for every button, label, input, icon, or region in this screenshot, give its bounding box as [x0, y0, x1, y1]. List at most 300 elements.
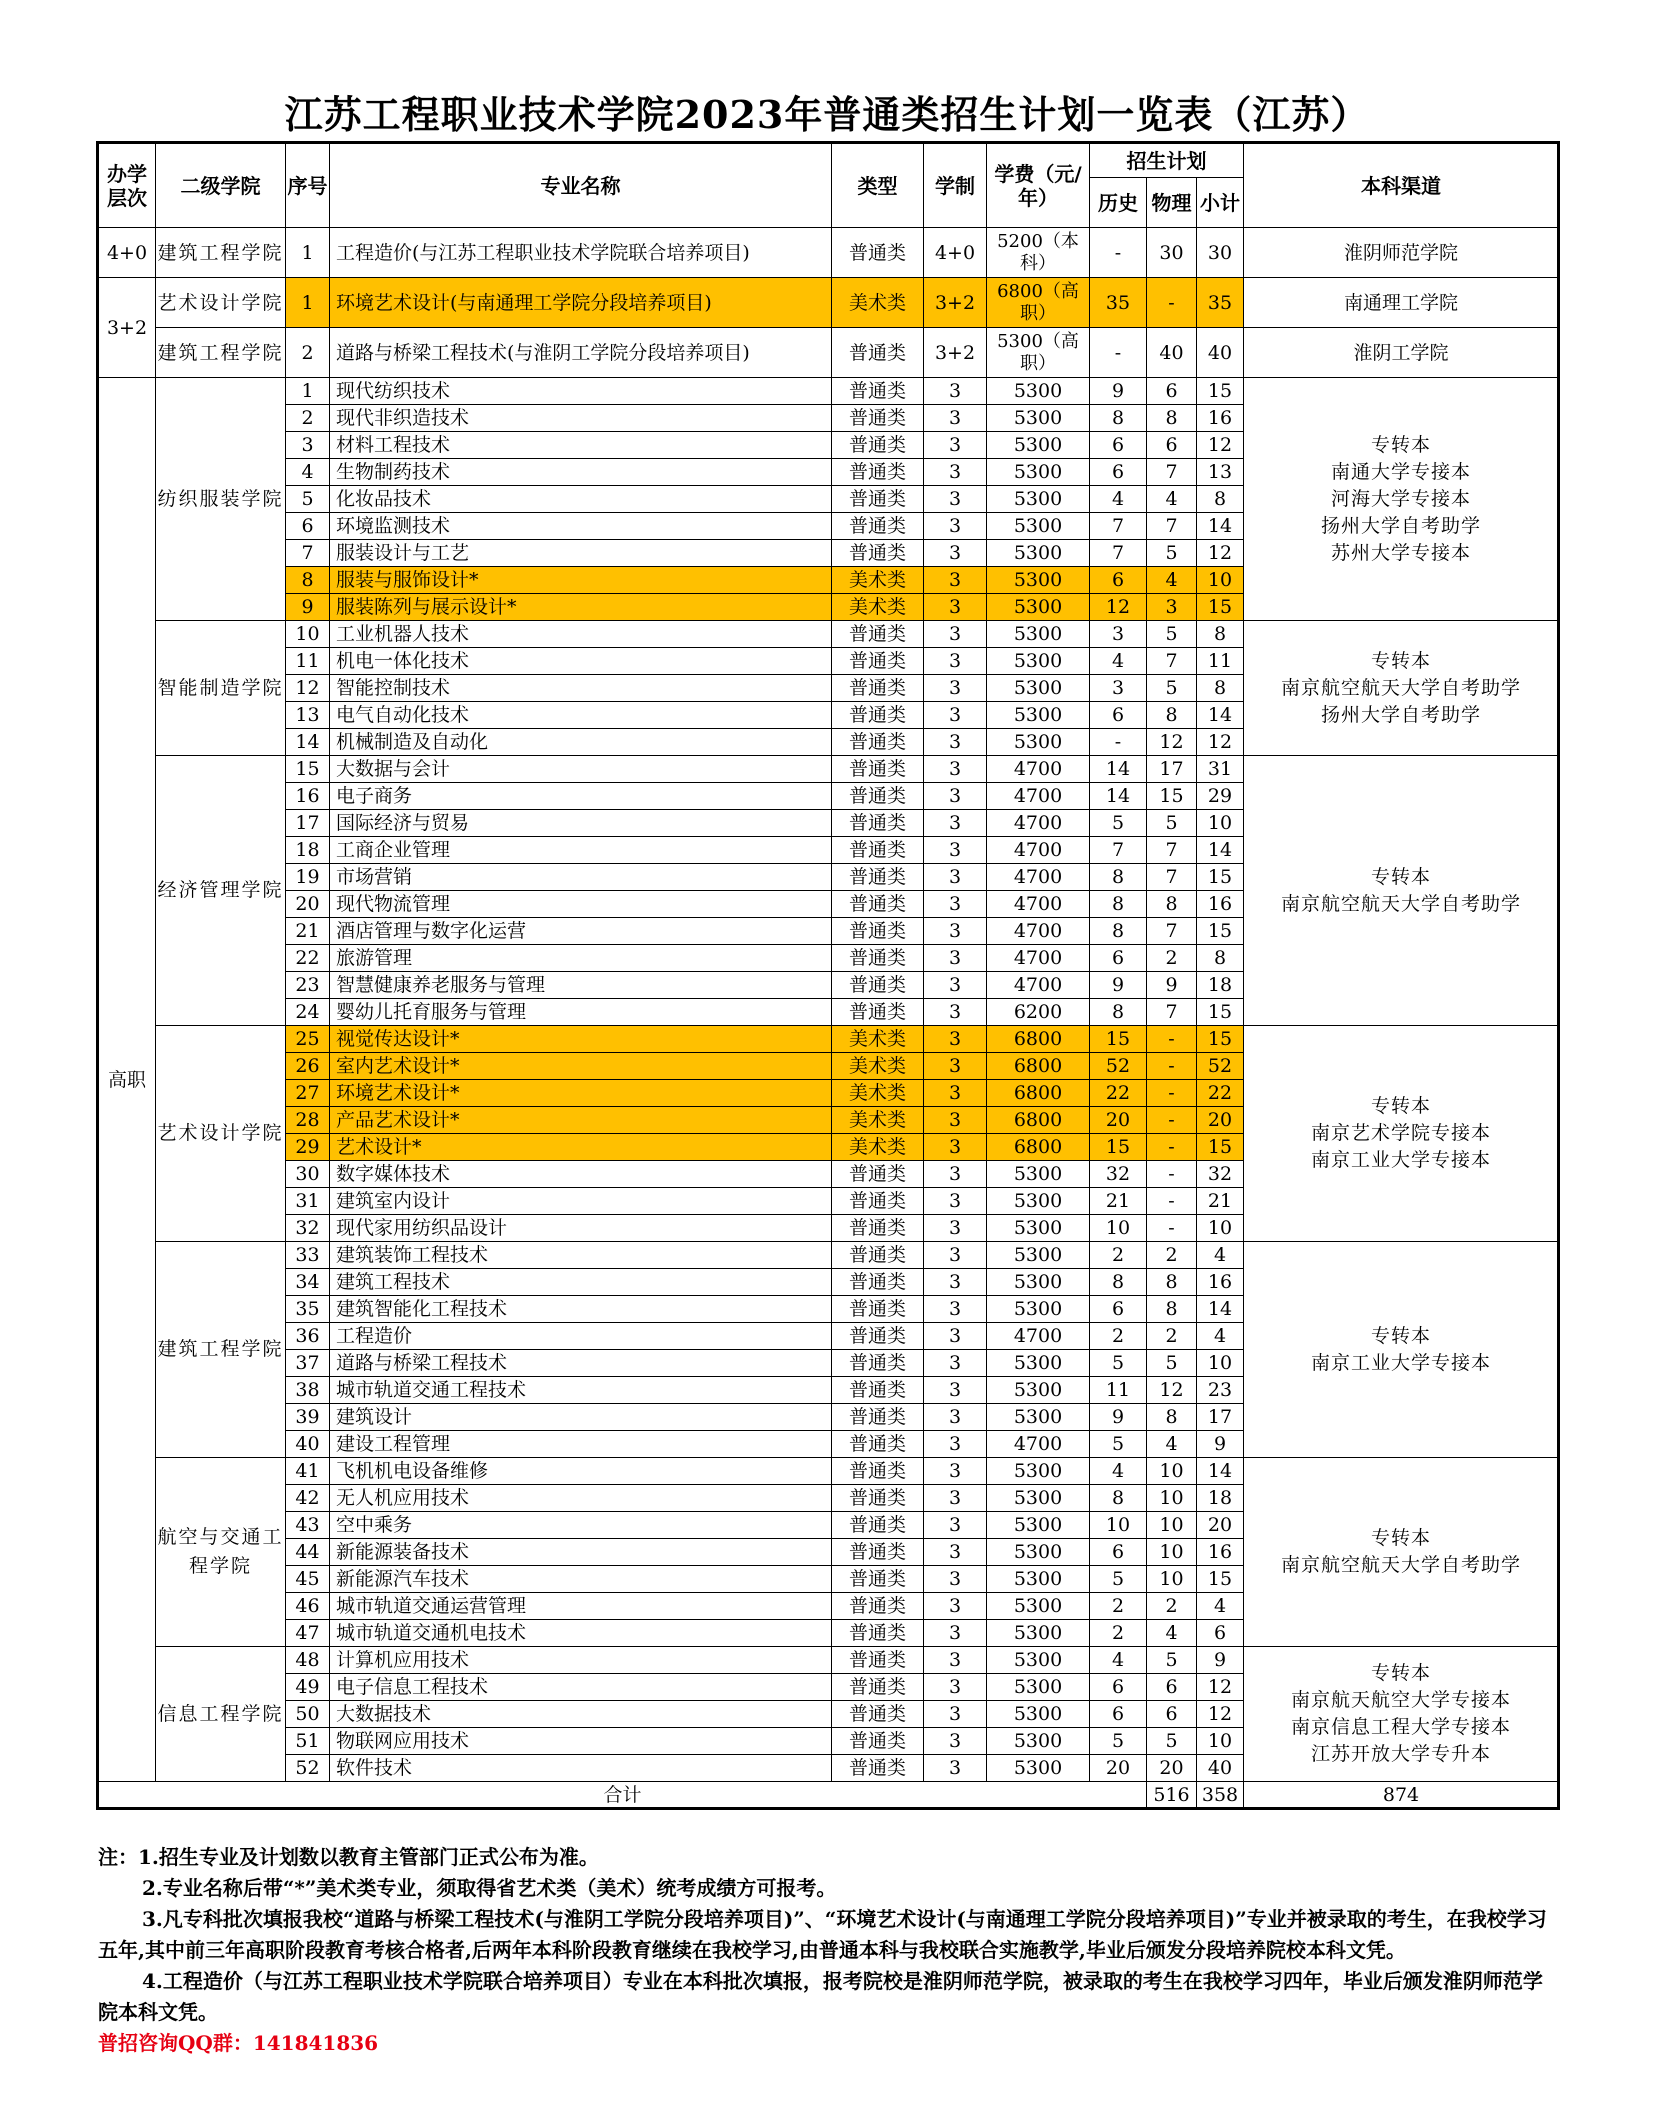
physics-cell: 9	[1147, 972, 1197, 999]
table-row	[98, 378, 1559, 405]
college-cell: 经济管理学院	[156, 756, 286, 1026]
type-cell: 普通类	[832, 648, 924, 675]
history-cell: 5	[1090, 810, 1147, 837]
major-cell: 国际经济与贸易	[330, 810, 832, 837]
physics-cell: 4	[1147, 567, 1197, 594]
physics-cell: 12	[1147, 729, 1197, 756]
history-cell: -	[1090, 328, 1147, 378]
years-cell: 3	[924, 594, 987, 621]
subtotal-cell: 16	[1197, 891, 1244, 918]
type-cell: 美术类	[832, 567, 924, 594]
seq-cell: 15	[286, 756, 330, 783]
seq-cell: 28	[286, 1107, 330, 1134]
fee-cell: 6800	[987, 1080, 1090, 1107]
fee-cell: 5300	[987, 567, 1090, 594]
seq-cell: 27	[286, 1080, 330, 1107]
fee-cell: 5300	[987, 1566, 1090, 1593]
subtotal-cell: 31	[1197, 756, 1244, 783]
physics-cell: 7	[1147, 837, 1197, 864]
college-cell: 艺术设计学院	[156, 1026, 286, 1242]
history-cell: 7	[1090, 513, 1147, 540]
type-cell: 普通类	[832, 783, 924, 810]
fee-cell: 5300	[987, 1728, 1090, 1755]
type-cell: 普通类	[832, 1269, 924, 1296]
level-cell: 4+0	[98, 228, 156, 278]
type-cell: 普通类	[832, 1404, 924, 1431]
years-cell: 3	[924, 1269, 987, 1296]
major-cell: 化妆品技术	[330, 486, 832, 513]
history-cell: 5	[1090, 1350, 1147, 1377]
physics-cell: -	[1147, 1134, 1197, 1161]
type-cell: 普通类	[832, 459, 924, 486]
major-cell: 大数据技术	[330, 1701, 832, 1728]
type-cell: 普通类	[832, 513, 924, 540]
physics-cell: 7	[1147, 999, 1197, 1026]
physics-cell: 2	[1147, 1323, 1197, 1350]
fee-cell: 5300	[987, 405, 1090, 432]
seq-cell: 44	[286, 1539, 330, 1566]
history-cell: 5	[1090, 1728, 1147, 1755]
physics-cell: 12	[1147, 1377, 1197, 1404]
type-cell: 普通类	[832, 918, 924, 945]
years-cell: 3	[924, 567, 987, 594]
type-cell: 普通类	[832, 432, 924, 459]
years-cell: 3	[924, 1080, 987, 1107]
subtotal-cell: 14	[1197, 837, 1244, 864]
years-cell: 3	[924, 486, 987, 513]
major-cell: 城市轨道交通运营管理	[330, 1593, 832, 1620]
years-cell: 3	[924, 405, 987, 432]
physics-cell: 10	[1147, 1566, 1197, 1593]
type-cell: 普通类	[832, 1512, 924, 1539]
type-cell: 普通类	[832, 1539, 924, 1566]
subtotal-cell: 29	[1197, 783, 1244, 810]
enrollment-plan-table	[96, 141, 1560, 1810]
type-cell: 普通类	[832, 540, 924, 567]
years-cell: 3	[924, 513, 987, 540]
subtotal-cell: 12	[1197, 540, 1244, 567]
physics-cell: 2	[1147, 1242, 1197, 1269]
type-cell: 普通类	[832, 1674, 924, 1701]
major-cell: 新能源汽车技术	[330, 1566, 832, 1593]
fee-cell: 5300	[987, 378, 1090, 405]
history-cell: 7	[1090, 540, 1147, 567]
subtotal-cell: 12	[1197, 432, 1244, 459]
type-cell: 普通类	[832, 702, 924, 729]
history-cell: 6	[1090, 1539, 1147, 1566]
total-physics: 358	[1197, 1782, 1244, 1809]
physics-cell: 10	[1147, 1512, 1197, 1539]
physics-cell: 10	[1147, 1485, 1197, 1512]
type-cell: 普通类	[832, 1566, 924, 1593]
history-cell: 14	[1090, 756, 1147, 783]
subtotal-cell: 15	[1197, 1566, 1244, 1593]
physics-cell: 2	[1147, 1593, 1197, 1620]
major-cell: 道路与桥梁工程技术(与淮阴工学院分段培养项目)	[330, 328, 832, 378]
subtotal-cell: 10	[1197, 1215, 1244, 1242]
years-cell: 3	[924, 1296, 987, 1323]
fee-cell: 4700	[987, 756, 1090, 783]
fee-cell: 6200	[987, 999, 1090, 1026]
fee-cell: 5300	[987, 1593, 1090, 1620]
major-cell: 建筑设计	[330, 1404, 832, 1431]
physics-cell: 40	[1147, 328, 1197, 378]
physics-cell: 4	[1147, 486, 1197, 513]
seq-cell: 38	[286, 1377, 330, 1404]
seq-cell: 49	[286, 1674, 330, 1701]
major-cell: 数字媒体技术	[330, 1161, 832, 1188]
physics-cell: 8	[1147, 891, 1197, 918]
fee-cell: 5300	[987, 1701, 1090, 1728]
major-cell: 机电一体化技术	[330, 648, 832, 675]
fee-cell: 5300	[987, 459, 1090, 486]
physics-cell: 5	[1147, 1728, 1197, 1755]
type-cell: 美术类	[832, 278, 924, 328]
physics-cell: 5	[1147, 1350, 1197, 1377]
years-cell: 3	[924, 864, 987, 891]
fee-cell: 6800	[987, 1134, 1090, 1161]
college-cell: 建筑工程学院	[156, 328, 286, 378]
header-category: 类型	[832, 143, 924, 228]
years-cell: 3	[924, 918, 987, 945]
history-cell: 8	[1090, 918, 1147, 945]
table-row	[98, 621, 1559, 648]
subtotal-cell: 8	[1197, 486, 1244, 513]
physics-cell: 20	[1147, 1755, 1197, 1782]
seq-cell: 32	[286, 1215, 330, 1242]
fee-cell: 5200（本科）	[987, 228, 1090, 278]
seq-cell: 6	[286, 513, 330, 540]
years-cell: 3	[924, 756, 987, 783]
college-cell: 艺术设计学院	[156, 278, 286, 328]
fee-cell: 5300	[987, 1539, 1090, 1566]
years-cell: 3	[924, 459, 987, 486]
physics-cell: 5	[1147, 675, 1197, 702]
seq-cell: 48	[286, 1647, 330, 1674]
years-cell: 3	[924, 1485, 987, 1512]
years-cell: 3	[924, 810, 987, 837]
type-cell: 美术类	[832, 1107, 924, 1134]
physics-cell: 10	[1147, 1458, 1197, 1485]
college-cell: 纺织服装学院	[156, 378, 286, 621]
subtotal-cell: 40	[1197, 328, 1244, 378]
header-major: 专业名称	[330, 143, 832, 228]
years-cell: 3	[924, 1323, 987, 1350]
fee-cell: 5300	[987, 486, 1090, 513]
subtotal-cell: 15	[1197, 918, 1244, 945]
fee-cell: 5300	[987, 1188, 1090, 1215]
major-cell: 现代物流管理	[330, 891, 832, 918]
history-cell: -	[1090, 729, 1147, 756]
physics-cell: 8	[1147, 1269, 1197, 1296]
major-cell: 城市轨道交通机电技术	[330, 1620, 832, 1647]
seq-cell: 43	[286, 1512, 330, 1539]
subtotal-cell: 14	[1197, 1458, 1244, 1485]
seq-cell: 19	[286, 864, 330, 891]
years-cell: 3	[924, 1404, 987, 1431]
seq-cell: 41	[286, 1458, 330, 1485]
physics-cell: 15	[1147, 783, 1197, 810]
physics-cell: 4	[1147, 1431, 1197, 1458]
history-cell: 8	[1090, 999, 1147, 1026]
major-cell: 物联网应用技术	[330, 1728, 832, 1755]
physics-cell: 8	[1147, 1296, 1197, 1323]
subtotal-cell: 15	[1197, 1026, 1244, 1053]
subtotal-cell: 8	[1197, 675, 1244, 702]
history-cell: 9	[1090, 378, 1147, 405]
fee-cell: 5300	[987, 621, 1090, 648]
physics-cell: 8	[1147, 702, 1197, 729]
header-channel: 本科渠道	[1244, 143, 1559, 228]
type-cell: 普通类	[832, 675, 924, 702]
years-cell: 3	[924, 1701, 987, 1728]
subtotal-cell: 15	[1197, 1134, 1244, 1161]
type-cell: 普通类	[832, 1755, 924, 1782]
physics-cell: 7	[1147, 459, 1197, 486]
years-cell: 3+2	[924, 328, 987, 378]
history-cell: 15	[1090, 1134, 1147, 1161]
major-cell: 计算机应用技术	[330, 1647, 832, 1674]
seq-cell: 35	[286, 1296, 330, 1323]
seq-cell: 50	[286, 1701, 330, 1728]
years-cell: 3	[924, 1026, 987, 1053]
physics-cell: 30	[1147, 228, 1197, 278]
years-cell: 3	[924, 1539, 987, 1566]
note-1: 注：1.招生专业及计划数以教育主管部门正式公布为准。	[98, 1845, 599, 1869]
college-cell: 航空与交通工程学院	[156, 1458, 286, 1647]
fee-cell: 4700	[987, 783, 1090, 810]
fee-cell: 4700	[987, 810, 1090, 837]
major-cell: 大数据与会计	[330, 756, 832, 783]
fee-cell: 4700	[987, 864, 1090, 891]
note-4: 4.工程造价（与江苏工程职业技术学院联合培养项目）专业在本科批次填报，报考院校是淮阴师范学院，被录取的考生在我校学习四年，毕业后颁发淮阴师范学院本科文凭。	[98, 1969, 1543, 2024]
seq-cell: 7	[286, 540, 330, 567]
channel-cell: 专转本 南京航空航天大学自考助学	[1244, 1458, 1559, 1647]
years-cell: 3	[924, 891, 987, 918]
type-cell: 普通类	[832, 378, 924, 405]
college-cell: 建筑工程学院	[156, 228, 286, 278]
subtotal-cell: 21	[1197, 1188, 1244, 1215]
major-cell: 酒店管理与数字化运营	[330, 918, 832, 945]
history-cell: 10	[1090, 1512, 1147, 1539]
type-cell: 普通类	[832, 1377, 924, 1404]
seq-cell: 51	[286, 1728, 330, 1755]
history-cell: 6	[1090, 459, 1147, 486]
history-cell: 8	[1090, 405, 1147, 432]
seq-cell: 16	[286, 783, 330, 810]
years-cell: 3	[924, 1377, 987, 1404]
fee-cell: 5300	[987, 648, 1090, 675]
channel-cell: 专转本 南京航天航空大学专接本 南京信息工程大学专接本 江苏开放大学专升本	[1244, 1647, 1559, 1782]
years-cell: 3	[924, 675, 987, 702]
seq-cell: 37	[286, 1350, 330, 1377]
physics-cell: 8	[1147, 405, 1197, 432]
subtotal-cell: 30	[1197, 228, 1244, 278]
seq-cell: 20	[286, 891, 330, 918]
major-cell: 电气自动化技术	[330, 702, 832, 729]
type-cell: 普通类	[832, 1350, 924, 1377]
fee-cell: 6800	[987, 1107, 1090, 1134]
major-cell: 现代非织造技术	[330, 405, 832, 432]
physics-cell: -	[1147, 278, 1197, 328]
type-cell: 普通类	[832, 1728, 924, 1755]
header-years: 学制	[924, 143, 987, 228]
years-cell: 3	[924, 1620, 987, 1647]
major-cell: 服装设计与工艺	[330, 540, 832, 567]
history-cell: 7	[1090, 837, 1147, 864]
seq-cell: 33	[286, 1242, 330, 1269]
college-cell: 信息工程学院	[156, 1647, 286, 1782]
history-cell: 6	[1090, 945, 1147, 972]
fee-cell: 6800	[987, 1053, 1090, 1080]
header-fee: 学费（元/年）	[987, 143, 1090, 228]
fee-cell: 4700	[987, 945, 1090, 972]
history-cell: 35	[1090, 278, 1147, 328]
fee-cell: 5300	[987, 513, 1090, 540]
major-cell: 建筑室内设计	[330, 1188, 832, 1215]
type-cell: 普通类	[832, 729, 924, 756]
history-cell: 32	[1090, 1161, 1147, 1188]
type-cell: 普通类	[832, 999, 924, 1026]
history-cell: 9	[1090, 1404, 1147, 1431]
fee-cell: 5300	[987, 594, 1090, 621]
fee-cell: 5300	[987, 1242, 1090, 1269]
seq-cell: 1	[286, 228, 330, 278]
seq-cell: 1	[286, 278, 330, 328]
type-cell: 普通类	[832, 1593, 924, 1620]
physics-cell: 6	[1147, 432, 1197, 459]
history-cell: 4	[1090, 1458, 1147, 1485]
major-cell: 视觉传达设计*	[330, 1026, 832, 1053]
major-cell: 智能控制技术	[330, 675, 832, 702]
years-cell: 3	[924, 1566, 987, 1593]
note-2: 2.专业名称后带“*”美术类专业，须取得省艺术类（美术）统考成绩方可报考。	[142, 1876, 837, 1900]
seq-cell: 52	[286, 1755, 330, 1782]
subtotal-cell: 52	[1197, 1053, 1244, 1080]
seq-cell: 34	[286, 1269, 330, 1296]
channel-cell: 专转本 南京艺术学院专接本 南京工业大学专接本	[1244, 1026, 1559, 1242]
major-cell: 无人机应用技术	[330, 1485, 832, 1512]
years-cell: 3	[924, 1350, 987, 1377]
years-cell: 3	[924, 1188, 987, 1215]
subtotal-cell: 10	[1197, 810, 1244, 837]
fee-cell: 5300	[987, 1404, 1090, 1431]
history-cell: 5	[1090, 1566, 1147, 1593]
history-cell: 4	[1090, 486, 1147, 513]
seq-cell: 39	[286, 1404, 330, 1431]
subtotal-cell: 4	[1197, 1593, 1244, 1620]
subtotal-cell: 10	[1197, 1350, 1244, 1377]
fee-cell: 5300	[987, 1647, 1090, 1674]
subtotal-cell: 10	[1197, 1728, 1244, 1755]
type-cell: 普通类	[832, 405, 924, 432]
physics-cell: -	[1147, 1026, 1197, 1053]
type-cell: 普通类	[832, 1215, 924, 1242]
physics-cell: 7	[1147, 648, 1197, 675]
major-cell: 环境监测技术	[330, 513, 832, 540]
type-cell: 美术类	[832, 1080, 924, 1107]
college-cell: 建筑工程学院	[156, 1242, 286, 1458]
physics-cell: 6	[1147, 378, 1197, 405]
physics-cell: 6	[1147, 1701, 1197, 1728]
seq-cell: 10	[286, 621, 330, 648]
type-cell: 普通类	[832, 1296, 924, 1323]
fee-cell: 4700	[987, 1431, 1090, 1458]
major-cell: 建筑工程技术	[330, 1269, 832, 1296]
type-cell: 普通类	[832, 837, 924, 864]
years-cell: 3	[924, 648, 987, 675]
seq-cell: 3	[286, 432, 330, 459]
major-cell: 电子信息工程技术	[330, 1674, 832, 1701]
seq-cell: 14	[286, 729, 330, 756]
major-cell: 建筑智能化工程技术	[330, 1296, 832, 1323]
subtotal-cell: 23	[1197, 1377, 1244, 1404]
years-cell: 4+0	[924, 228, 987, 278]
history-cell: 52	[1090, 1053, 1147, 1080]
total-subtotal: 874	[1244, 1782, 1559, 1809]
subtotal-cell: 15	[1197, 378, 1244, 405]
type-cell: 普通类	[832, 1620, 924, 1647]
history-cell: 20	[1090, 1755, 1147, 1782]
note-3: 3.凡专科批次填报我校“道路与桥梁工程技术(与淮阴工学院分段培养项目)”、“环境艺术设计(与南通理工学院分段培养项目)”专业并被录取的考生，在我校学习五年,其中前三年高职阶段教育考核合格者,后两年本科阶段教育继续在我校学习,由普通本科与我校联合实施教学,毕业后颁发分段培养院校本科文凭。	[98, 1907, 1547, 1962]
type-cell: 普通类	[832, 621, 924, 648]
subtotal-cell: 9	[1197, 1647, 1244, 1674]
channel-cell: 南通理工学院	[1244, 278, 1559, 328]
fee-cell: 5300	[987, 702, 1090, 729]
years-cell: 3	[924, 378, 987, 405]
fee-cell: 5300	[987, 729, 1090, 756]
header-plan: 招生计划	[1090, 143, 1244, 178]
major-cell: 软件技术	[330, 1755, 832, 1782]
history-cell: 3	[1090, 621, 1147, 648]
years-cell: 3	[924, 621, 987, 648]
history-cell: 6	[1090, 1674, 1147, 1701]
fee-cell: 4700	[987, 1323, 1090, 1350]
years-cell: 3	[924, 1755, 987, 1782]
physics-cell: 5	[1147, 540, 1197, 567]
seq-cell: 8	[286, 567, 330, 594]
major-cell: 建设工程管理	[330, 1431, 832, 1458]
subtotal-cell: 35	[1197, 278, 1244, 328]
table-row	[98, 328, 1559, 378]
history-cell: -	[1090, 228, 1147, 278]
physics-cell: -	[1147, 1053, 1197, 1080]
fee-cell: 5300	[987, 1350, 1090, 1377]
physics-cell: -	[1147, 1107, 1197, 1134]
seq-cell: 13	[286, 702, 330, 729]
seq-cell: 30	[286, 1161, 330, 1188]
history-cell: 21	[1090, 1188, 1147, 1215]
history-cell: 2	[1090, 1323, 1147, 1350]
seq-cell: 17	[286, 810, 330, 837]
type-cell: 普通类	[832, 756, 924, 783]
fee-cell: 4700	[987, 891, 1090, 918]
channel-cell: 专转本 南京工业大学专接本	[1244, 1242, 1559, 1458]
seq-cell: 18	[286, 837, 330, 864]
history-cell: 8	[1090, 1269, 1147, 1296]
type-cell: 普通类	[832, 1701, 924, 1728]
physics-cell: 3	[1147, 594, 1197, 621]
physics-cell: 17	[1147, 756, 1197, 783]
subtotal-cell: 12	[1197, 1674, 1244, 1701]
subtotal-cell: 10	[1197, 567, 1244, 594]
years-cell: 3	[924, 972, 987, 999]
type-cell: 普通类	[832, 228, 924, 278]
history-cell: 9	[1090, 972, 1147, 999]
seq-cell: 36	[286, 1323, 330, 1350]
history-cell: 2	[1090, 1593, 1147, 1620]
major-cell: 环境艺术设计*	[330, 1080, 832, 1107]
